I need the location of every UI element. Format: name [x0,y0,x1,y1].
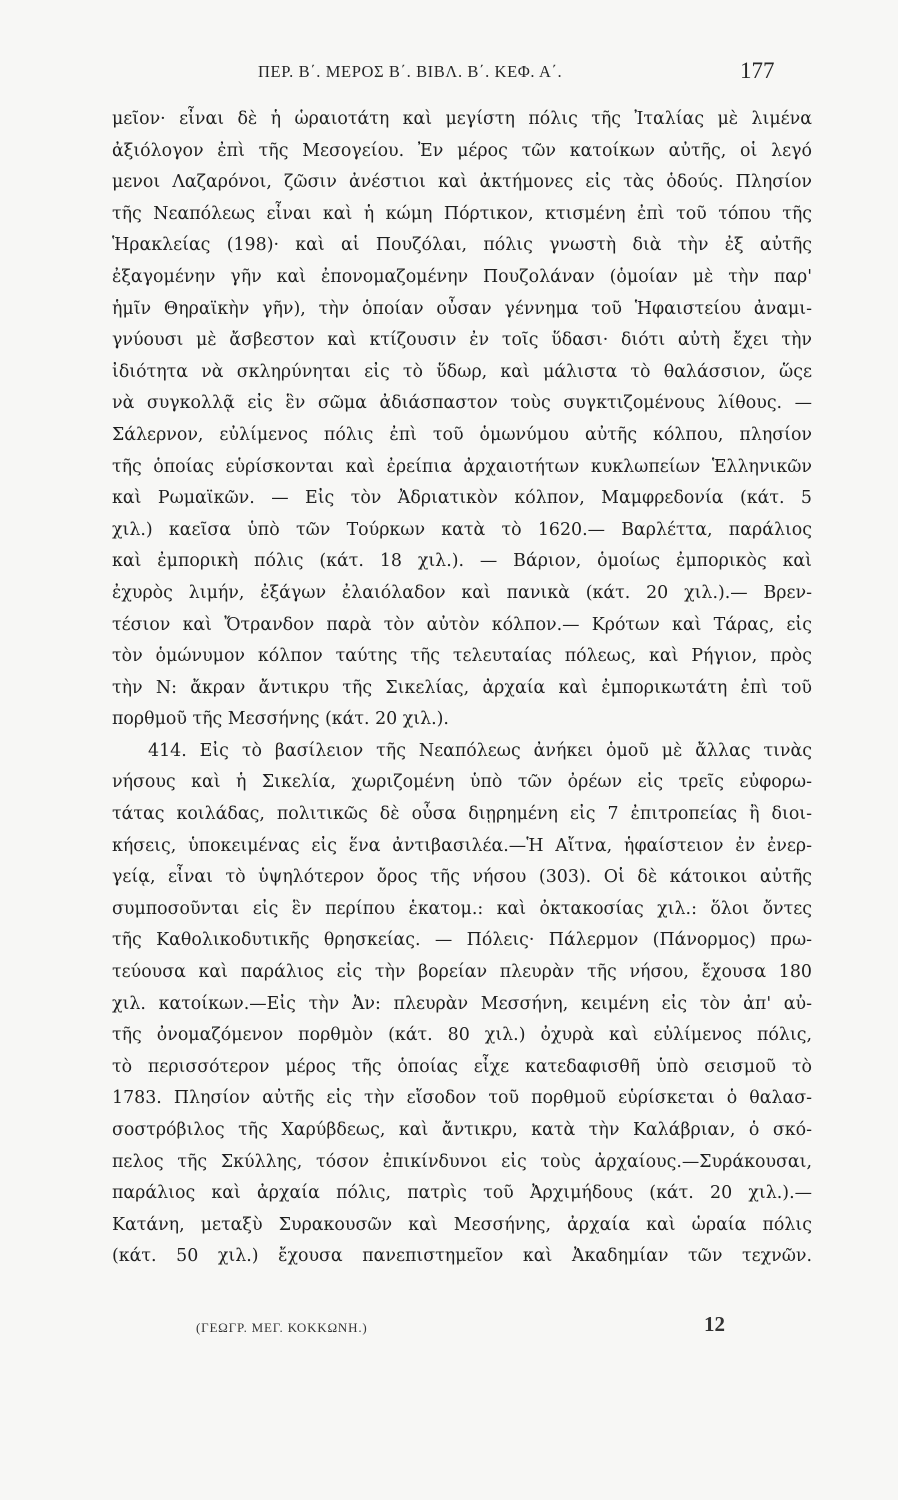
text-line: νήσους καὶ ἡ Σικελία, χωριζομένη ὑπὸ τῶν ὀρέων εἰς τρεῖς εὐφορω- [112,772,812,793]
text-line: τὸ περισσότερον μέρος τῆς ὁποίας εἶχε κατεδαφισθῆ ὑπὸ σεισμοῦ τὸ [112,1056,812,1077]
text-line: χιλ. κατοίκων.—Εἰς τὴν Ἀν: πλευρὰν Μεσσήνη, κειμένη εἰς τὸν ἀπ' αὐ- [112,993,812,1014]
text-line: πελος τῆς Σκύλλης, τόσον ἐπικίνδυνοι εἰς τοὺς ἀρχαίους.—Συράκουσαι, [112,1151,812,1172]
text-line: γείᾳ, εἶναι τὸ ὑψηλότερον ὄρος τῆς νήσου (303). Οἱ δὲ κάτοικοι αὐτῆς [112,867,812,888]
text-line: ἡμῖν Θηραϊκὴν γῆν), τὴν ὁποίαν οὖσαν γέννημα τοῦ Ἡφαιστείου ἀναμι- [112,298,812,319]
signature-line: (ΓΕΩΓΡ. ΜΕΓ. ΚΟΚΚΩΝΗ.) [196,1320,368,1335]
text-line: μεῖον· εἶναι δὲ ἡ ὡραιοτάτη καὶ μεγίστη πόλις τῆς Ἰταλίας μὲ λιμένα [112,109,812,129]
text-line: νὰ συγκολλᾷ εἰς ἓν σῶμα ἀδιάσπαστον τοὺς συγκτιζομένους λίθους. — [112,393,812,414]
text-line: τεύουσα καὶ παράλιος εἰς τὴν βορείαν πλευρὰν τῆς νήσου, ἔχουσα 180 [112,962,812,983]
text-line: ἐχυρὸς λιμήν, ἐξάγων ἐλαιόλαδον καὶ πανικὰ (κάτ. 20 χιλ.).— Βρεν- [112,582,812,603]
text-line: τῆς Νεαπόλεως εἶναι καὶ ἡ κώμη Πόρτικον, κτισμένη ἐπὶ τοῦ τόπου τῆς [112,203,812,224]
text-line: τέσιον καὶ Ὄτρανδον παρὰ τὸν αὐτὸν κόλπον.— Κρότων καὶ Τάρας, εἰς [112,614,812,635]
text-line: γνύουσι μὲ ἄσβεστον καὶ κτίζουσιν ἐν τοῖς ὕδασι· διότι αὐτὴ ἔχει τὴν [112,330,812,351]
text-line: καὶ Ρωμαϊκῶν. — Εἰς τὸν Ἀδριατικὸν κόλπον, Μαμφρεδονία (κάτ. 5 [112,488,812,509]
text-line: σοστρόβιλος τῆς Χαρύβδεως, καὶ ἄντικρυ, κατὰ τὴν Καλάβριαν, ὁ σκό- [112,1120,812,1140]
text-line: τῆς ὁποίας εὑρίσκονται καὶ ἐρείπια ἀρχαιοτήτων κυκλωπείων Ἑλληνικῶν [112,456,812,477]
text-line: Σάλερνον, εὐλίμενος πόλις ἐπὶ τοῦ ὁμωνύμου αὐτῆς κόλπου, πλησίον [112,424,812,445]
text-line: κήσεις, ὑποκειμένας εἰς ἕνα ἀντιβασιλέα.—Ἡ Αἴτνα, ἡφαίστειον ἐν ἐνερ- [112,835,812,856]
text-line: ἰδιότητα νὰ σκληρύνηται εἰς τὸ ὕδωρ, καὶ μάλιστα τὸ θαλάσσιον, ὥςε [112,361,812,382]
text-line: 1783. Πλησίον αὐτῆς εἰς τὴν εἴσοδον τοῦ πορθμοῦ εὑρίσκεται ὁ θαλασ- [112,1088,812,1109]
body-text [112,104,812,1273]
text-line: πορθμοῦ τῆς Μεσσήνης (κάτ. 20 χιλ.). [112,709,449,730]
text-line: (κάτ. 50 χιλ.) ἔχουσα πανεπιστημεῖον καὶ Ἀκαδημίαν τῶν τεχνῶν. [112,1246,812,1267]
text-line: ἀξιόλογον ἐπὶ τῆς Μεσογείου. Ἐν μέρος τῶν κατοίκων αὐτῆς, οἱ λεγό [112,140,812,161]
text-line: τῆς Καθολικοδυτικῆς θρησκείας. — Πόλεις· Πάλερμον (Πάνορμος) πρω- [112,930,812,951]
text-line: τὸν ὁμώνυμον κόλπον ταύτης τῆς τελευταίας πόλεως, καὶ Ρήγιον, πρὸς [112,646,812,667]
text-line: τῆς ὀνομαζόμενον πορθμὸν (κάτ. 80 χιλ.) ὀχυρὰ καὶ εὐλίμενος πόλις, [112,1025,812,1046]
text-line: Κατάνη, μεταξὺ Συρακουσῶν καὶ Μεσσήνης, ἀρχαία καὶ ὡραία πόλις [112,1214,812,1235]
running-head: ΠΕΡ. Β΄. ΜΕΡΟΣ Β΄. ΒΙΒΛ. Β΄. ΚΕΦ. Α΄. [258,62,563,81]
text-line: καὶ ἐμπορικὴ πόλις (κάτ. 18 χιλ.). — Βάριον, ὁμοίως ἐμπορικὸς καὶ [112,551,812,572]
text-line: ἐξαγομένην γῆν καὶ ἐπονομαζομένην Πουζολάναν (ὁμοίαν μὲ τὴν παρ' [112,266,812,287]
text-line: τάτας κοιλάδας, πολιτικῶς δὲ οὖσα διῃρημένη εἰς 7 ἐπιτροπείας ἢ διοι- [112,804,812,825]
paragraph-start-line: 414. Εἰς τὸ βασίλειον τῆς Νεαπόλεως ἀνήκει ὁμοῦ μὲ ἄλλας τινὰς [148,740,812,761]
text-line: Ἡρακλείας (198)· καὶ αἱ Πουζόλαι, πόλις γνωστὴ διὰ τὴν ἐξ αὐτῆς [112,235,812,256]
text-line: μενοι Λαζαρόνοι, ζῶσιν ἀνέστιοι καὶ ἀκτήμονες εἰς τὰς ὁδούς. Πλησίον [112,172,812,193]
text-line: χιλ.) καεῖσα ὑπὸ τῶν Τούρκων κατὰ τὸ 1620.— Βαρλέττα, παράλιος [112,519,812,540]
text-line: παράλιος καὶ ἀρχαία πόλις, πατρὶς τοῦ Ἀρχιμήδους (κάτ. 20 χιλ.).— [112,1183,812,1204]
signature-mark: 12 [704,1312,725,1336]
page-number: 177 [740,58,775,83]
text-line: συμποσοῦνται εἰς ἓν περίπου ἑκατομ.: καὶ ὀκτακοσίας χιλ.: ὅλοι ὄντες [112,898,812,919]
text-line: τὴν Ν: ἄκραν ἄντικρυ τῆς Σικελίας, ἀρχαία καὶ ἐμπορικωτάτη ἐπὶ τοῦ [112,677,812,698]
